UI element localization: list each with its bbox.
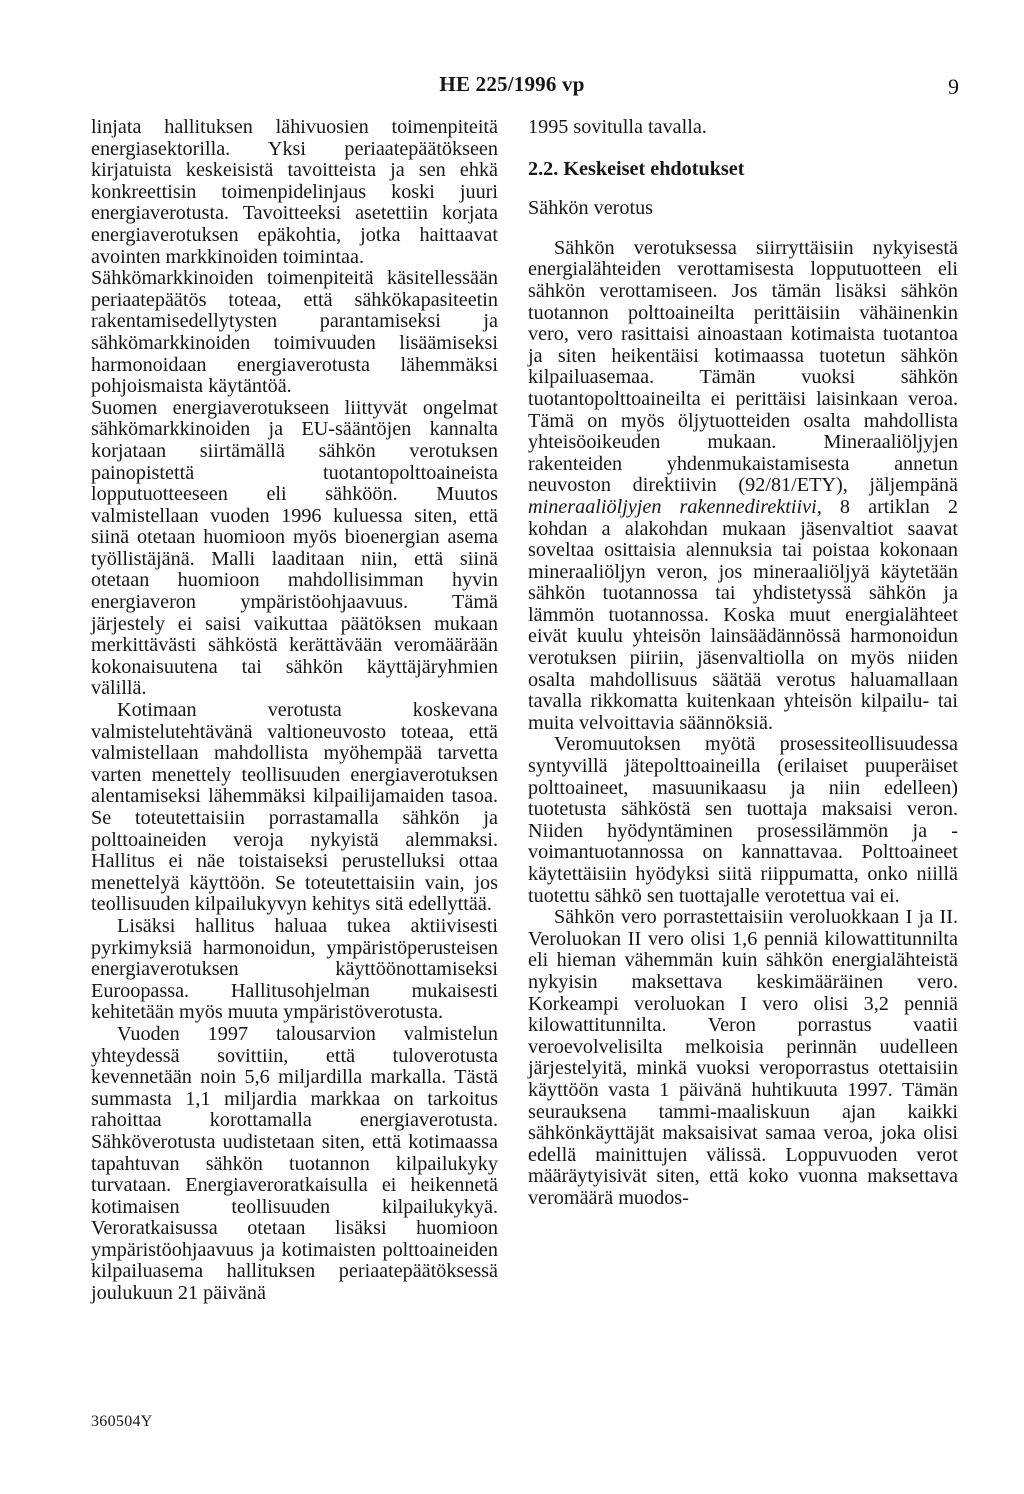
- paragraph: [528, 238, 958, 735]
- subsection-heading: Sähkön verotus: [528, 197, 654, 220]
- page-number: 9: [948, 74, 959, 99]
- paragraph: Kotimaan verotusta koskevana valmistelutehtävänä valtioneuvosto toteaa, että valmistellaan mahdollista myöhempää tarvetta varten menettely teollisuuden energiaverotuksen alentamiseksi lähemmäksi kilpailijamaiden tasoa. Se toteutettaisiin porrastamalla sähkön ja polttoaineiden veroja nykyistä alemmaksi. Hallitus ei näe toistaiseksi perustelluksi ottaa menettelyä käyttöön. Se toteutettaisiin vain, jos teollisuuden kilpailukyvyn kehitys sitä edellyttää.: [91, 699, 498, 916]
- italic-term: mineraaliöljyjen rakennedirektiivi,: [528, 495, 822, 518]
- paragraph: Veromuutoksen myötä prosessiteollisuudessa syntyvillä jätepolttoaineilla (erilaiset puuperäiset polttoaineet, masuunikaasu ja niin edelleen) tuotetusta sähköstä sen tuottaja maksaisi veron. Niiden hyödyntäminen prosessilämmön ja -voimantuotannossa on kannattavaa. Polttoaineet käytettäisiin hyödyksi siitä riippumatta, onko niillä tuotettu sähkö sen tuottajalle verotettua vai ei.: [528, 733, 958, 907]
- footer-code: 360504Y: [91, 1413, 153, 1430]
- paragraph: 1995 sovitulla tavalla.: [528, 116, 707, 138]
- paragraph-text: 8 artiklan 2 kohdan a alakohdan mukaan jäsenvaltiot saavat soveltaa osittaisia alennuksia tai poistaa kokonaan mineraaliöljyn veron, jos mineraaliöljyä käytetään sähkön tuotannossa tai yhdistetyssä sähkön ja lämmön tuotannossa. Koska muut energialähteet eivät kuulu yhteisön lainsäädännössä harmonoidun verotuksen piiriin, jäsenvaltiolla on myös niiden osalta mahdollisuus säätää verotus haluamallaan tavalla rikkomatta kuitenkaan yhteisön kilpailu- tai muita velvoittavia säännöksiä.: [528, 495, 958, 734]
- paragraph: Vuoden 1997 talousarvion valmistelun yhteydessä sovittiin, että tuloverotusta kevennetään noin 5,6 miljardilla markalla. Tästä summasta 1,1 miljardia markkaa on tarkoitus rahoittaa korottamalla energiaverotusta. Sähköverotusta uudistetaan siten, että kotimaassa tapahtuvan sähkön tuotannon kilpailukyky turvataan. Energiaveroratkaisulla ei heikennetä kotimaisen teollisuuden kilpailukykyä. Veroratkaisussa otetaan lisäksi huomioon ympäristöohjaavuus ja kotimaisten polttoaineiden kilpailuasema hallituksen periaatepäätöksessä joulukuun 21 päivänä: [91, 1022, 498, 1305]
- paragraph: linjata hallituksen lähivuosien toimenpiteitä energiasektorilla. Yksi periaatepäätökseen kirjatuista keskeisistä tavoitteista ja sen ehkä konkreettisin toimenpidelinjaus koski juuri energiaverotusta. Tavoitteeksi asetettiin korjata energiaverotuksen epäkohtia, jotka haittaavat avointen markkinoiden toimintaa.: [91, 116, 498, 268]
- paragraph: Suomen energiaverotukseen liittyvät ongelmat sähkömarkkinoiden ja EU-sääntöjen kannalta korjataan siirtämällä sähkön verotuksen painopistettä tuotantopolttoaineista lopputuotteeseen eli sähköön. Muutos valmistellaan vuoden 1996 kuluessa siten, että siinä otetaan huomioon myös bioenergian asema työllistäjänä. Malli laaditaan niin, että siinä otetaan huomioon mahdollisimman hyvin energiaveron ympäristöohjaavuus. Tämä järjestely ei saisi vaikuttaa päätöksen mukaan merkittävästi sähköstä kerättävään veromäärään kokonaisuutena tai sähkön käyttäjäryhmien välillä.: [91, 396, 498, 700]
- paragraph: Sähkömarkkinoiden toimenpiteitä käsitellessään periaatepäätös toteaa, että sähkökapasiteetin rakentamisedellytysten parantamiseksi ja sähkömarkkinoiden toimivuuden lisäämiseksi harmonoidaan energiaverotusta lähemmäksi pohjoismaista käytäntöä.: [91, 267, 498, 398]
- section-heading: 2.2. Keskeiset ehdotukset: [528, 157, 745, 180]
- paragraph: Sähkön vero porrastettaisiin veroluokkaan I ja II. Veroluokan II vero olisi 1,6 penniä kilowattitunnilta eli hieman vähemmän kuin sähkön energialähteistä nykyisin maksettava keskimääräinen vero. Korkeampi veroluokan I vero olisi 3,2 penniä kilowattitunnilta. Veron porrastus vaatii veroevolvelisilta melkoisia perinnän uudelleen järjestelyitä, minkä vuoksi veroporrastus otettaisiin käyttöön vasta 1 päivänä huhtikuuta 1997. Tämän seurauksena tammi-maaliskuun ajan kaikki sähkönkäyttäjät maksaisivat samaa veroa, joka olisi edellä mainittujen välissä. Loppuvuoden verot määräytyisivät siten, että koko vuonna maksettava veromäärä muodos-: [528, 906, 958, 1209]
- paragraph: Lisäksi hallitus haluaa tukea aktiivisesti pyrkimyksiä harmonoidun, ympäristöperusteisen energiaverotuksen käyttöönottamiseksi Euroopassa. Hallitusohjelman mukaisesti kehitetään myös muuta ympäristöverotusta.: [91, 914, 498, 1024]
- page-header: [0, 72, 1024, 104]
- right-column: [528, 117, 958, 1210]
- document-id: HE 225/1996 vp: [439, 72, 585, 96]
- paragraph-text: Sähkön verotuksessa siirryttäisiin nykyisestä energialähteiden verottamisesta lopputuotteen eli sähkön verottamiseen. Jos tämän lisäksi sähkön tuotannon polttoaineilta perittäisiin vähäinenkin vero, vero rasittaisi ainoastaan kotimaista tuotantoa ja siten heikentäisi kotimaassa tuotetun sähkön kilpailuasemaa. Tämän vuoksi sähkön tuotantopolttoaineilta ei perittäisi laisinkaan veroa. Tämä on myös öljytuotteiden osalta mahdollista yhteisöoikeuden mukaan. Mineraaliöljyjen rakenteiden yhdenmukaistamisesta annetun neuvoston direktiivin (92/81/ETY), jäljempänä: [528, 236, 958, 497]
- left-column: [91, 117, 498, 1305]
